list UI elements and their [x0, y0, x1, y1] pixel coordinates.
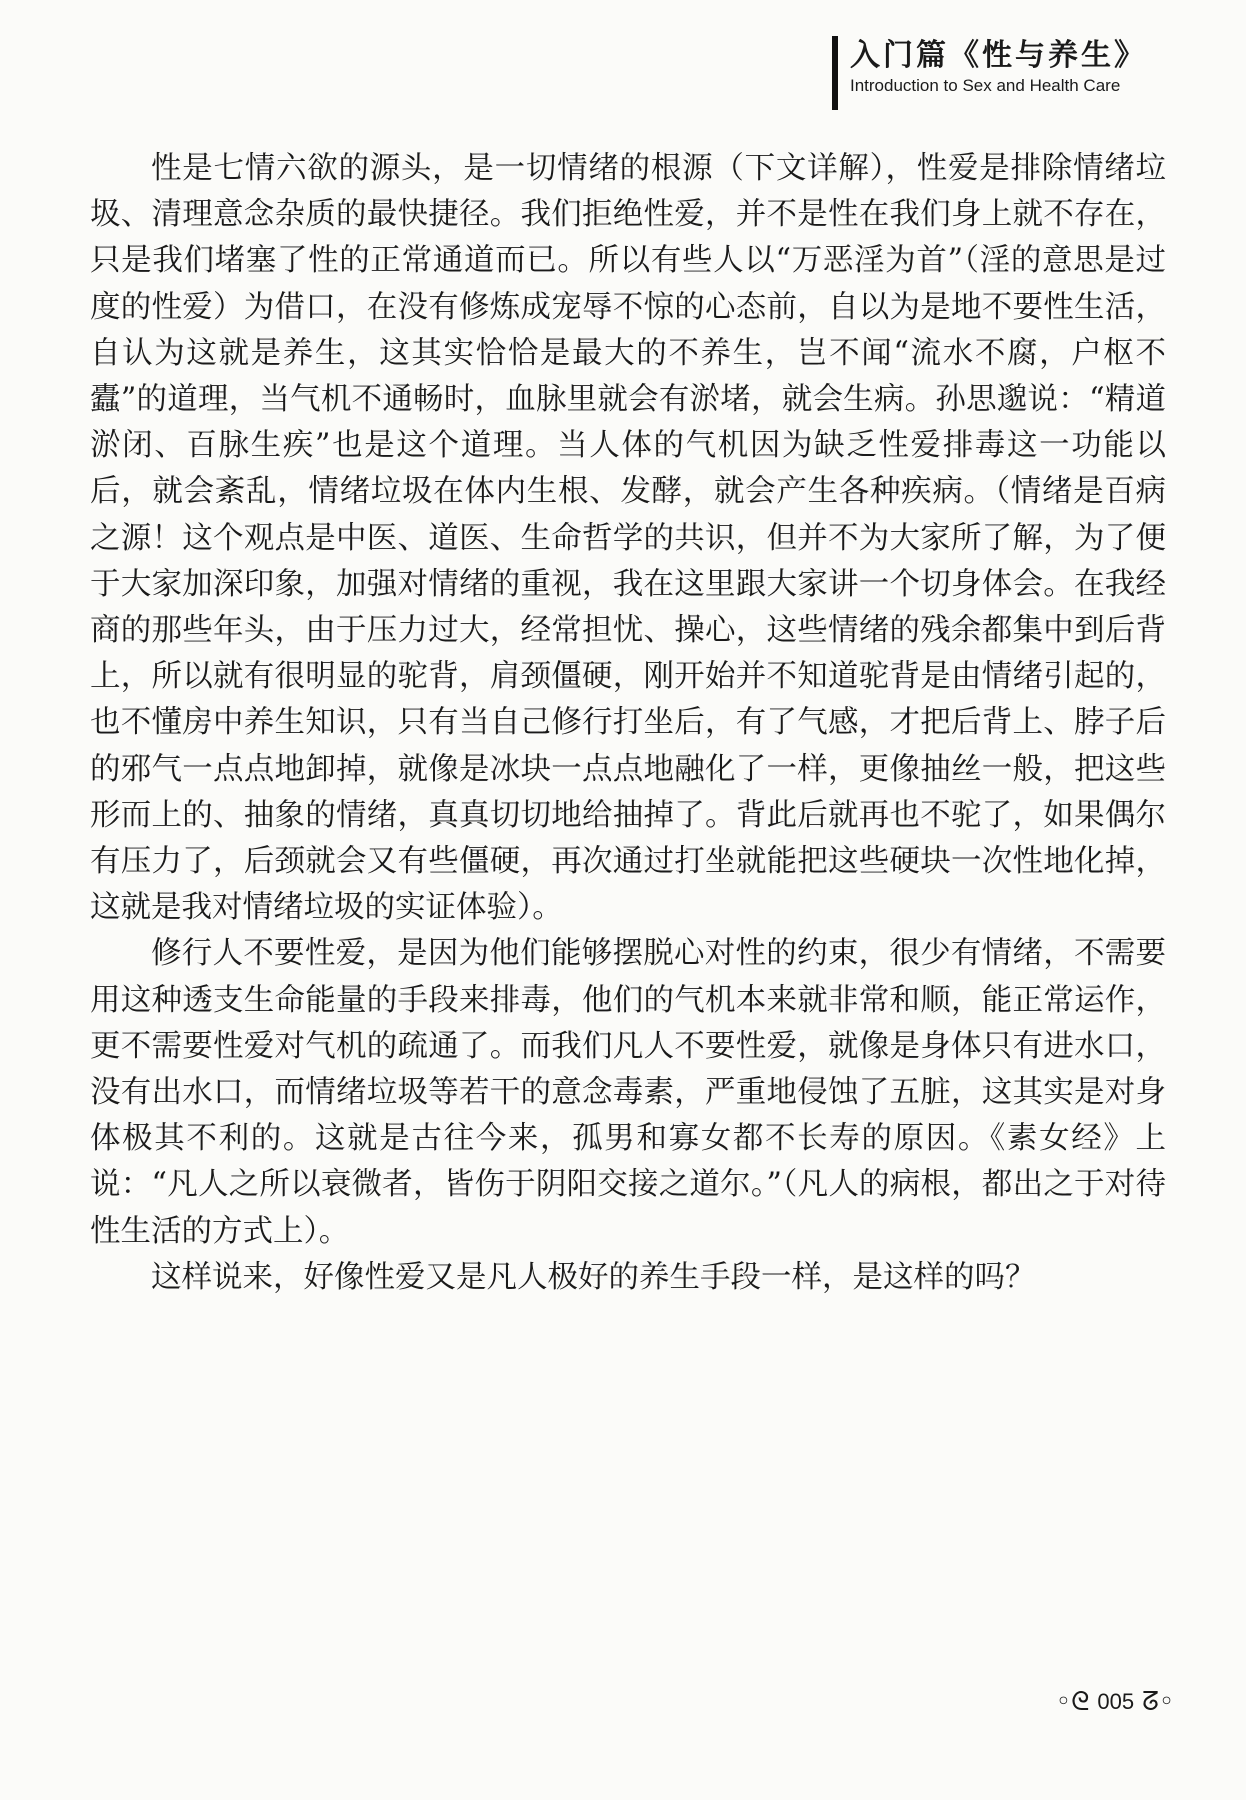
header-rule [832, 36, 838, 110]
paragraph: 这样说来，好像性爱又是凡人极好的养生手段一样，是这样的吗？ [151, 1259, 1036, 1295]
paragraph: 修行人不要性爱，是因为他们能够摆脱心对性的约束，很少有情绪，不需要用这种透支生命能量的手段来排毒，他们的气机本来就非常和顺，能正常运作，更不需要性爱对气机的疏通了。而我们凡人不要性爱，就像是身体只有进水口，没有出水口，而情绪垃圾等若干的意念毒素，严重地侵蚀了五脏，这其实是对身体极其不利的。这就是古往今来，孤男和寡女都不长寿的原因。《素女经》上说：“凡人之所以衰微者，皆伤于阴阳交接之道尔。”（凡人的病根，都出之于对待性生活的方式上）。 [90, 936, 1166, 1249]
page-number: 005 [1097, 1689, 1135, 1714]
running-header-title: 入门篇《性与养生》 [850, 38, 1147, 73]
running-header [832, 30, 1222, 108]
scroll-ornament-left-icon: ◦ᘓ [1055, 1687, 1090, 1717]
paragraph: 性是七情六欲的源头，是一切情绪的根源（下文详解），性爱是排除情绪垃圾、清理意念杂质的最快捷径。我们拒绝性爱，并不是性在我们身上就不存在，只是我们堵塞了性的正常通道而已。所以有些人以“万恶淫为首”（淫的意思是过度的性爱）为借口，在没有修炼成宠辱不惊的心态前，自以为是地不要性生活，自认为这就是养生，这其实恰恰是最大的不养生，岂不闻“流水不腐，户枢不蠹”的道理，当气机不通畅时，血脉里就会有淤堵，就会生病。孙思邈说：“精道淤闭、百脉生疾”也是这个道理。当人体的气机因为缺乏性爱排毒这一功能以后，就会紊乱，情绪垃圾在体内生根、发酵，就会产生各种疾病。（情绪是百病之源！这个观点是中医、道医、生命哲学的共识，但并不为大家所了解，为了便于大家加深印象，加强对情绪的重视，我在这里跟大家讲一个切身体会。在我经商的那些年头，由于压力过大，经常担忧、操心，这些情绪的残余都集中到后背上，所以就有很明显的驼背，肩颈僵硬，刚开始并不知道驼背是由情绪引起的，也不懂房中养生知识，只有当自己修行打坐后，有了气感，才把后背上、脖子后的邪气一点点地卸掉，就像是冰块一点点地融化了一样，更像抽丝一般，把这些形而上的、抽象的情绪，真真切切地给抽掉了。背此后就再也不驼了，如果偶尔有压力了，后颈就会又有些僵硬，再次通过打坐就能把这些硬块一次性地化掉，这就是我对情绪垃圾的实证体验）。 [90, 151, 1166, 926]
running-header-subtitle: Introduction to Sex and Health Care [850, 76, 1121, 95]
scroll-ornament-right-icon: ᘔ◦ [1142, 1687, 1175, 1717]
body-text [90, 146, 1166, 1301]
page-folio [1030, 1682, 1200, 1722]
